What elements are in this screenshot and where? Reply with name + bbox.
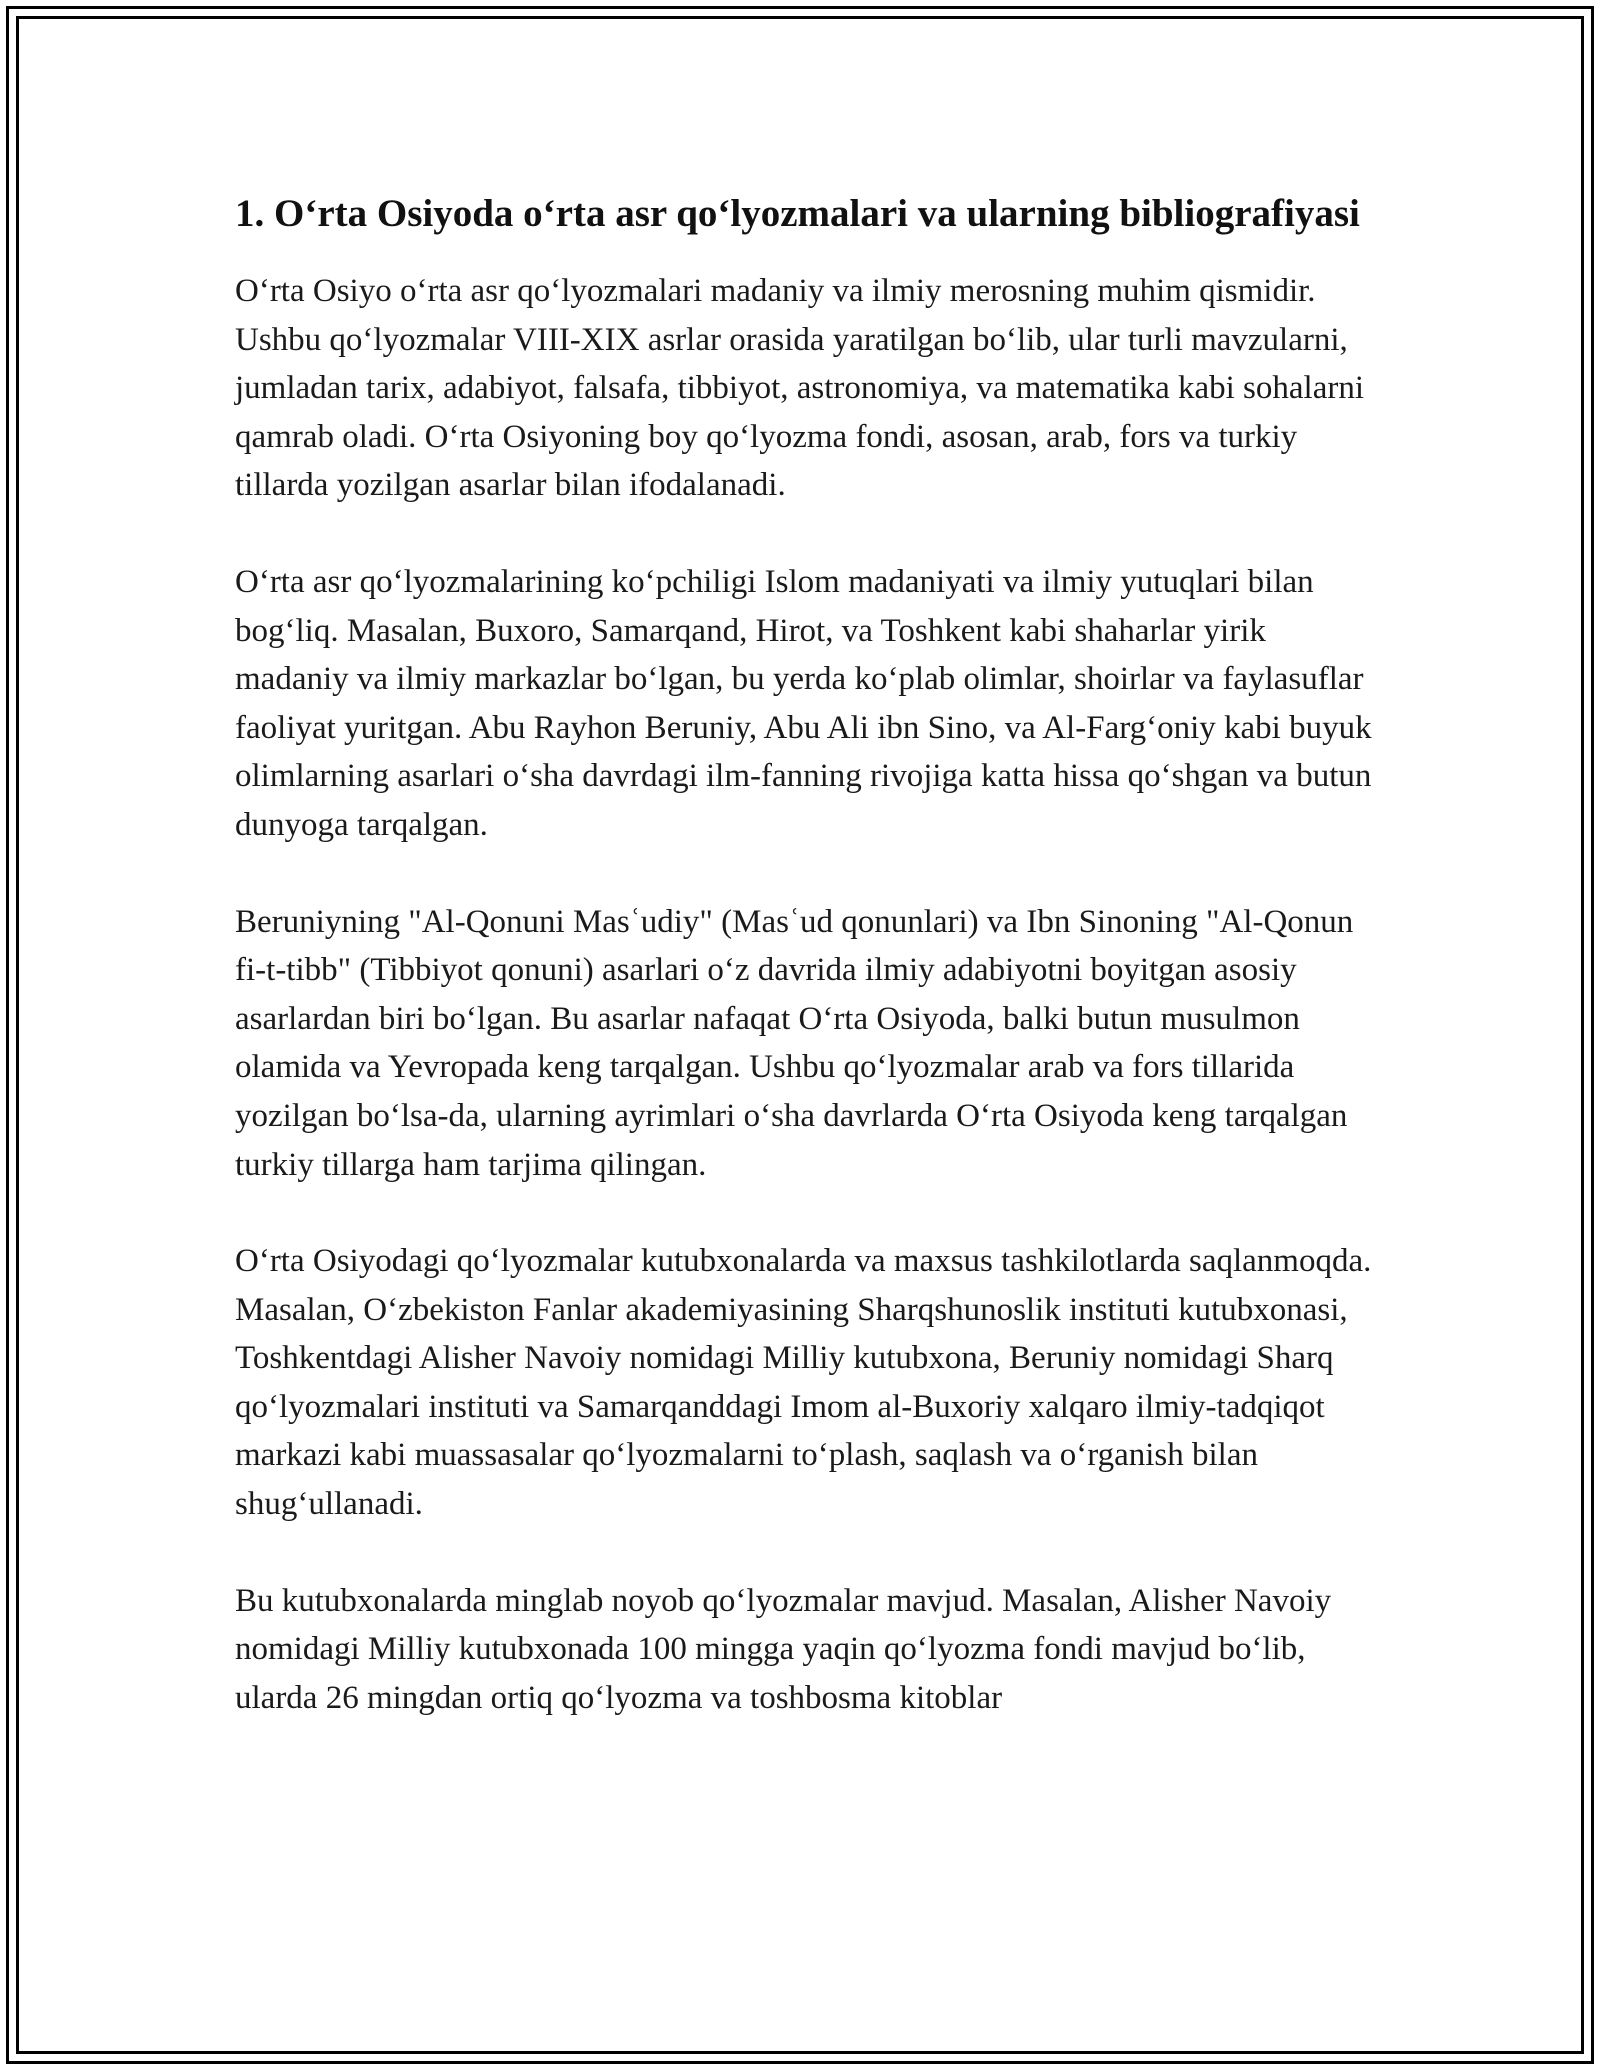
paragraph-1: O‘rta Osiyo o‘rta asr qo‘lyozmalari madaniy va ilmiy merosning muhim qismidir. Ushbu qo‘lyozmalar VIII-XIX asrlar orasida yaratilgan bo‘lib, ular turli mavzularni, jumladan tarix, adabiyot, falsafa, tibbiyot, astronomiya, va matematika kabi sohalarni qamrab oladi. O‘rta Osiyoning boy qo‘lyozma fondi, asosan, arab, fors va turkiy tillarda yozilgan asarlar bilan ifodalanadi.	[235, 273, 1364, 504]
section-heading: 1. O‘rta Osiyoda o‘rta asr qo‘lyozmalari va ularning bibliografiyasi	[235, 192, 1360, 235]
paragraph-4: O‘rta Osiyodagi qo‘lyozmalar kutubxonalarda va maxsus tashkilotlarda saqlanmoqda. Masalan, O‘zbekiston Fanlar akademiyasining Sharqshunoslik instituti kutubxonasi, Toshkentdagi Alisher Navoiy nomidagi Milliy kutubxona, Beruniy nomidagi Sharq qo‘lyozmalari instituti va Samarqanddagi Imom al-Buxoriy xalqaro ilmiy-tadqiqot markazi kabi muassasalar qo‘lyozmalarni to‘plash, saqlash va o‘rganish bilan shug‘ullanadi.	[235, 1243, 1372, 1523]
document-body	[235, 186, 1385, 1770]
paragraph-5: Bu kutubxonalarda minglab noyob qo‘lyozmalar mavjud. Masalan, Alisher Navoiy nomidagi Milliy kutubxonada 100 mingga yaqin qo‘lyozma fondi mavjud bo‘lib, ularda 26 mingdan ortiq qo‘lyozma va toshbosma kitoblar	[235, 1582, 1332, 1716]
paragraph-3: Beruniyning "Al-Qonuni Masʿudiy" (Masʿud qonunlari) va Ibn Sinoning "Al-Qonun fi-t-tibb" (Tibbiyot qonuni) asarlari o‘z davrida ilmiy adabiyotni boyitgan asosiy asarlardan biri bo‘lgan. Bu asarlar nafaqat O‘rta Osiyoda, balki butun musulmon olamida va Yevropada keng tarqalgan. Ushbu qo‘lyozmalar arab va fors tillarida yozilgan bo‘lsa-da, ularning ayrimlari o‘sha davrlarda O‘rta Osiyoda keng tarqalgan turkiy tillarga ham tarjima qilingan.	[235, 903, 1354, 1183]
paragraph-2: O‘rta asr qo‘lyozmalarining ko‘pchiligi Islom madaniyati va ilmiy yutuqlari bilan bog‘liq. Masalan, Buxoro, Samarqand, Hirot, va Toshkent kabi shaharlar yirik madaniy va ilmiy markazlar bo‘lgan, bu yerda ko‘plab olimlar, shoirlar va faylasuflar faoliyat yuritgan. Abu Rayhon Beruniy, Abu Ali ibn Sino, va Al-Farg‘oniy kabi buyuk olimlarning asarlari o‘sha davrdagi ilm-fanning rivojiga katta hissa qo‘shgan va butun dunyoga tarqalgan.	[235, 563, 1372, 843]
